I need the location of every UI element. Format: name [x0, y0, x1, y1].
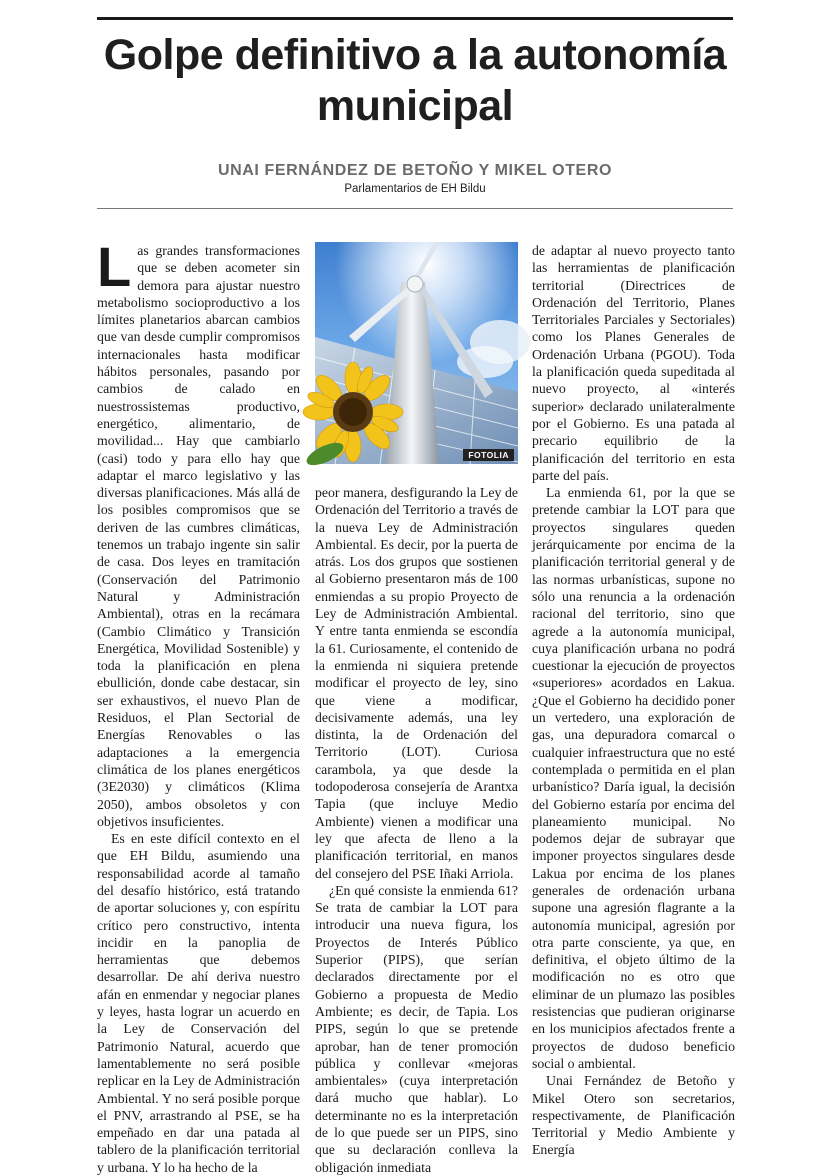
photo-credit: FOTOLIA [463, 449, 514, 461]
headline: Golpe definitivo a la autonomía municipal [103, 31, 727, 130]
top-rule [97, 17, 733, 20]
author-role: Parlamentarios de EH Bildu [344, 183, 486, 195]
paragraph: Es en este difícil contexto en el que EH Bildu, asumiendo una responsabilidad acorde al tamaño del desafío histórico, está tratando de aportar soluciones y, con espíritu crítico pero constructivo, intenta incidir en la panoplia de herramientas que debemos desarrollar. De ahí deriva nuestro afán en enmendar y negociar planes y leyes, hasta lograr un acuerdo en la Ley de Conservación del Patrimonio Natural, acuerdo que lamentablemente no será posible replicar en la Ley de Administración Ambiental. Y no será posible porque el PNV, arrastrando al PSE, se ha empeñado en dar una patada al tablero de la planificación territorial y urbana. Y lo ha hecho de la [97, 831, 300, 1175]
paragraph: Las grandes transformaciones que se deben acometer sin demora para ajustar nuestro metabolismo socioproductivo a los límites planetarios abarcan cambios que van desde cumplir compromisos internacionales hasta modificar hábitos personales, pasando por cambios de calado en nuestrossistemas productivo, energético, alimentario, de movilidad... Hay que cambiarlo (casi) todo y para ello hay que adaptar el marco legislativo y las diversas planificaciones. Más allá de los posibles compromisos que se deriven de las cumbres climáticas, tenemos un trabajo ingente sin salir de casa. Dos leyes en tramitación (Conservación del Patrimonio Natural y Administración Ambiental), otras en la recámara (Cambio Climático y Transición Energética, Movilidad Sostenible) y toda la planificación en plena ebullición, donde cabe destacar, sin ser exhaustivos, el nuevo Plan de Residuos, el Plan Sectorial de Energías Renovables o las adaptaciones a la emergencia climática de los planes energéticos (3E2030) y climáticos (Klima 2050), ambos obsoletos y con objetivos insuficientes. [97, 235, 300, 829]
drop-cap: L [97, 235, 132, 298]
article-column-1 [97, 235, 300, 1175]
article-column-2 [315, 484, 518, 1175]
paragraph: ¿En qué consiste la enmienda 61? Se trata de cambiar la LOT para introducir una nueva figura, los Proyectos de Interés Público Superior (PIPS), que serían declarados directamente por el Gobierno a propuesta de Medio Ambiente; es decir, de Tapia. Los PIPS, según lo que se pretende aprobar, han de tener promoción pública y conllevar «mejoras ambientales» (cuya interpretación dará mucho que hablar). Lo determinante no es la interpretación de lo que puede ser un PIPS, sino que su declaración conlleva la obligación inmediata [315, 882, 518, 1175]
paragraph: de adaptar al nuevo proyecto tanto las herramientas de planificación territorial (Directrices de Ordenación del Territorio, Planes Territoriales Parciales y Sectoriales) como los Planes Generales de Ordenación Urbana (PGOU). Toda la planificación queda supeditada al nuevo proyecto, al «interés superior» declarado unilateralmente por el Gobierno. Es una patada al precario equilibrio de la planificación del territorio en esta parte del país. [532, 243, 735, 483]
paragraph: La enmienda 61, por la que se pretende cambiar la LOT para que proyectos singulares queden jerárquicamente por encima de la planificación territorial general y de las normas urbanísticas, supone no sólo una renuncia a la ordenación racional del territorio, sino que agrede a la autonomía municipal, cuya planificación urbana no podrá cuestionar la ejecución de proyectos «superiores» acordados en Lakua. ¿Que el Gobierno ha decidido poner un vertedero, una exploración de gas, una depuradora comarcal o cualquier infraestructura que no esté contemplada o permitida en el plan urbanístico? Daría igual, la decisión del Gobierno estaría por encima del planeamiento municipal. No podemos dejar de subrayar que imponer proyectos singulares desde Lakua por encima de los planes generales de ordenación urbana supone una agresión flagrante a la autonomía municipal, agresión por otra parte consciente, ya que, en definitiva, el objeto último de la modificación no es otro que eliminar de un plumazo las posibles resistencias que pudieran originarse en los municipios afectados frente a proyectos de dudoso beneficio social o ambiental. [532, 485, 735, 1071]
byline: UNAI FERNÁNDEZ DE BETOÑO Y MIKEL OTERO [217, 162, 613, 179]
wind-turbine-sunflower-illustration [315, 242, 518, 464]
paragraph: peor manera, desfigurando la Ley de Ordenación del Territorio a través de la nueva Ley de Administración Ambiental. Es decir, por la puerta de atrás. Los dos grupos que sostienen al Gobierno presentaron más de 100 enmiendas a su propio Proyecto de Ley de Administración Ambiental. Y entre tanta enmienda se escondía la 61. Curiosamente, el contenido de la enmienda ni siquiera pretende modificar el proyecto de ley, sino que viene a modificar, decisivamente además, una ley distinta, la de Ordenación del Territorio (LOT). Curiosa carambola, ya que desde la todopoderosa consejería de Arantxa Tapia (que incluye Medio Ambiente) vienen a modificar una ley que afecta de lleno a la planificación territorial, en manos del consejero del PSE Iñaki Arriola. [315, 485, 518, 881]
article-column-3 [532, 242, 735, 1158]
header-divider [97, 208, 733, 209]
article-photo [315, 242, 518, 464]
author-note: Unai Fernández de Betoño y Mikel Otero son secretarios, respectivamente, de Planificación Territorial y Medio Ambiente y Energía [532, 1073, 735, 1158]
